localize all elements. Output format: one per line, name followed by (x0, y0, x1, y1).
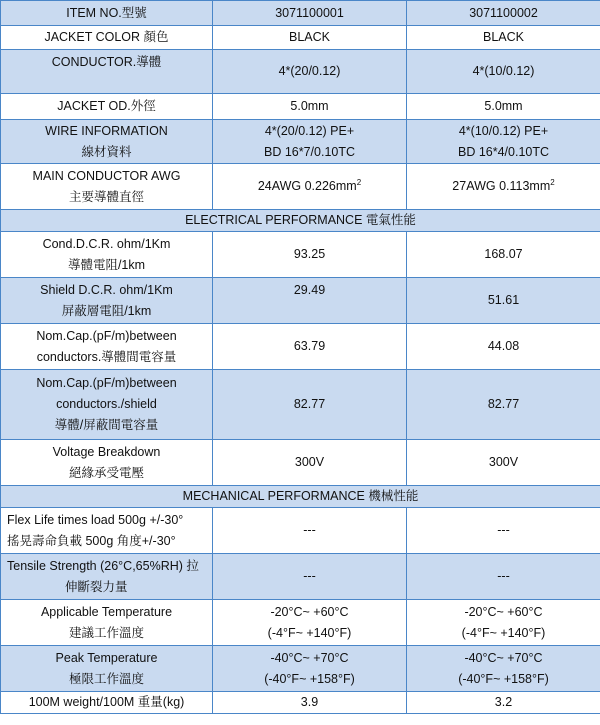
row-nom-cap (1, 324, 600, 370)
value-nom-cap-2: 44.08 (407, 324, 600, 370)
label-peak-temp-zh: 極限工作溫度 (68, 671, 144, 686)
value-app-temp-2c: -20°C~ +60°C (464, 604, 543, 619)
value-flex-life-1: --- (213, 508, 407, 554)
row-shield-dcr (1, 278, 600, 324)
label-cond-dcr (1, 232, 213, 278)
label-nom-cap (1, 324, 213, 370)
label-tensile (1, 554, 213, 600)
label-flex-life-en: Flex Life times load 500g +/-30° (7, 512, 184, 527)
value-wire-info-1b: BD 16*7/0.10TC (263, 144, 356, 159)
row-app-temp (1, 600, 600, 646)
label-app-temp-en: Applicable Temperature (40, 604, 173, 619)
label-jacket-color: JACKET COLOR 顏色 (1, 26, 213, 50)
value-main-awg-2 (407, 164, 600, 210)
value-peak-temp-1 (213, 646, 407, 692)
row-weight (1, 692, 600, 714)
value-peak-temp-2 (407, 646, 600, 692)
section-mechanical (1, 486, 600, 508)
value-wire-info-2b: BD 16*4/0.10TC (457, 144, 550, 159)
label-app-temp-zh: 建議工作溫度 (68, 625, 144, 640)
row-item-no (1, 1, 600, 26)
label-nom-cap-shield-en1: Nom.Cap.(pF/m)between (36, 376, 177, 390)
row-nom-cap-shield (1, 370, 600, 440)
label-flex-life-zh: 搖晃壽命負載 500g 角度+/-30° (7, 533, 176, 548)
value-voltage-1: 300V (213, 440, 407, 486)
row-voltage (1, 440, 600, 486)
label-main-awg-en: MAIN CONDUCTOR AWG (32, 168, 181, 183)
value-wire-info-1a: 4*(20/0.12) PE+ (264, 123, 355, 138)
label-shield-dcr-en: Shield D.C.R. ohm/1Km (40, 282, 173, 297)
section-electrical (1, 210, 600, 232)
label-wire-info-zh: 線材資料 (81, 144, 132, 159)
label-nom-cap-shield-en2: conductors./shield (56, 397, 157, 411)
row-conductor (1, 50, 600, 94)
label-tensile-zh: 伸斷裂力量 (65, 579, 128, 594)
row-main-awg (1, 164, 600, 210)
value-conductor-2: 4*(10/0.12) (407, 50, 600, 94)
value-app-temp-2 (407, 600, 600, 646)
label-voltage-zh: 絕緣承受電壓 (68, 465, 144, 480)
label-item-no: ITEM NO.型號 (1, 1, 213, 26)
label-shield-dcr-zh: 屏蔽層電阻/1km (61, 303, 152, 318)
value-peak-temp-2f: (-40°F~ +158°F) (458, 671, 549, 686)
label-tensile-en: Tensile Strength (26°C,65%RH) 拉 (7, 558, 199, 573)
label-conductor: CONDUCTOR.導體 (1, 50, 213, 94)
value-main-awg-2-text: 27AWG 0.113mm (452, 179, 551, 193)
label-nom-cap-shield (1, 370, 213, 440)
value-wire-info-1 (213, 120, 407, 164)
value-peak-temp-1f: (-40°F~ +158°F) (264, 671, 355, 686)
value-nom-cap-1: 63.79 (213, 324, 407, 370)
value-tensile-2: --- (407, 554, 600, 600)
label-peak-temp (1, 646, 213, 692)
section-electrical-title: ELECTRICAL PERFORMANCE 電氣性能 (1, 210, 600, 232)
value-app-temp-2f: (-4°F~ +140°F) (461, 625, 546, 640)
value-cond-dcr-1: 93.25 (213, 232, 407, 278)
value-item-no-2: 3071100002 (407, 1, 600, 26)
label-main-awg (1, 164, 213, 210)
value-jacket-od-2: 5.0mm (407, 94, 600, 120)
label-wire-info (1, 120, 213, 164)
value-app-temp-1 (213, 600, 407, 646)
row-wire-info (1, 120, 600, 164)
label-voltage-en: Voltage Breakdown (52, 444, 161, 459)
value-voltage-2: 300V (407, 440, 600, 486)
row-jacket-color (1, 26, 600, 50)
value-wire-info-2a: 4*(10/0.12) PE+ (458, 123, 549, 138)
label-nom-cap-shield-zh: 導體/屏蔽間電容量 (54, 418, 159, 432)
label-app-temp (1, 600, 213, 646)
row-jacket-od (1, 94, 600, 120)
label-nom-cap-en: Nom.Cap.(pF/m)between (36, 328, 177, 343)
superscript-1: 2 (356, 177, 362, 187)
value-nom-cap-shield-2: 82.77 (407, 370, 600, 440)
value-flex-life-2: --- (407, 508, 600, 554)
value-nom-cap-shield-1: 82.77 (213, 370, 407, 440)
label-weight: 100M weight/100M 重量(kg) (1, 692, 213, 714)
label-jacket-od: JACKET OD.外徑 (1, 94, 213, 120)
value-peak-temp-1c: -40°C~ +70°C (270, 650, 349, 665)
value-main-awg-1-text: 24AWG 0.226mm (257, 179, 357, 193)
section-mechanical-title: MECHANICAL PERFORMANCE 機械性能 (1, 486, 600, 508)
value-jacket-color-2: BLACK (407, 26, 600, 50)
row-cond-dcr (1, 232, 600, 278)
label-flex-life (1, 508, 213, 554)
value-jacket-od-1: 5.0mm (213, 94, 407, 120)
value-tensile-1: --- (213, 554, 407, 600)
label-peak-temp-en: Peak Temperature (55, 650, 158, 665)
value-app-temp-1c: -20°C~ +60°C (270, 604, 349, 619)
label-voltage (1, 440, 213, 486)
superscript-2: 2 (550, 177, 555, 187)
value-wire-info-2 (407, 120, 600, 164)
value-weight-1: 3.9 (213, 692, 407, 714)
label-nom-cap-zh: conductors.導體間電容量 (36, 349, 177, 364)
label-cond-dcr-en: Cond.D.C.R. ohm/1Km (42, 236, 171, 251)
value-cond-dcr-2: 168.07 (407, 232, 600, 278)
row-flex-life (1, 508, 600, 554)
value-conductor-1: 4*(20/0.12) (213, 50, 407, 94)
value-shield-dcr-1: 29.49 (213, 278, 407, 324)
label-wire-info-en: WIRE INFORMATION (45, 123, 168, 138)
value-main-awg-1 (213, 164, 407, 210)
value-app-temp-1f: (-4°F~ +140°F) (267, 625, 352, 640)
label-shield-dcr (1, 278, 213, 324)
row-peak-temp (1, 646, 600, 692)
value-shield-dcr-2: 51.61 (407, 278, 600, 324)
value-item-no-1: 3071100001 (213, 1, 407, 26)
value-weight-2: 3.2 (407, 692, 600, 714)
value-peak-temp-2c: -40°C~ +70°C (464, 650, 543, 665)
label-main-awg-zh: 主要導體直徑 (68, 189, 144, 204)
row-tensile (1, 554, 600, 600)
value-jacket-color-1: BLACK (213, 26, 407, 50)
label-cond-dcr-zh: 導體電阻/1km (67, 257, 146, 272)
